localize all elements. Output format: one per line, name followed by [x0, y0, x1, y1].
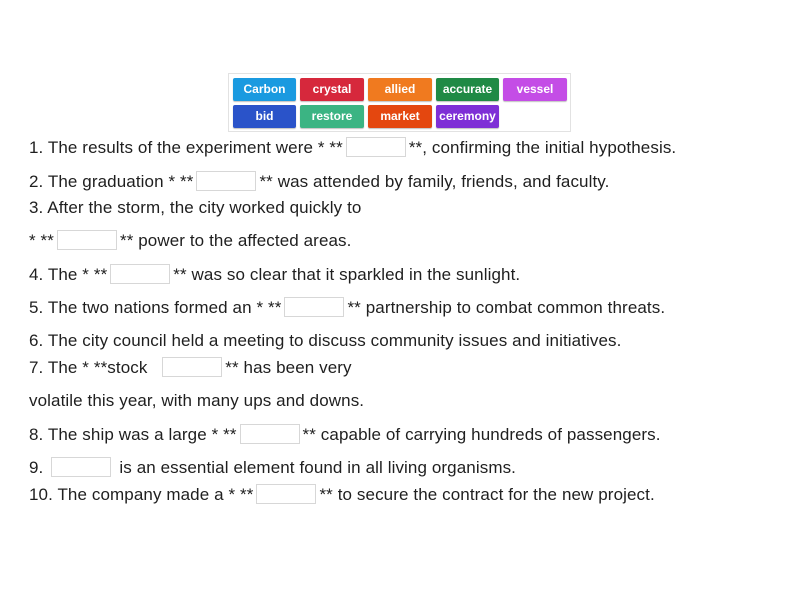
sentence-text: 4. The * **	[29, 265, 108, 284]
sentence-text: ** to secure the contract for the new project.	[319, 485, 655, 504]
sentence-text: ** was so clear that it sparkled in the sunlight.	[173, 265, 521, 284]
word-tile-market[interactable]: market	[368, 105, 432, 128]
answer-blank-1[interactable]	[346, 137, 406, 157]
sentence-8	[29, 424, 661, 446]
sentence-text: 1. The results of the experiment were * **	[29, 138, 343, 157]
sentence-7-line-1	[29, 357, 352, 379]
word-tile-ceremony[interactable]: ceremony	[436, 105, 499, 128]
sentence-text: 9.	[29, 458, 44, 477]
answer-blank-3[interactable]	[57, 230, 117, 250]
sentence-text: ** power to the affected areas.	[119, 231, 352, 250]
word-tile-crystal[interactable]: crystal	[300, 78, 364, 101]
word-tile-carbon[interactable]: Carbon	[233, 78, 296, 101]
sentence-6	[29, 330, 621, 352]
word-tile-bid[interactable]: bid	[233, 105, 296, 128]
sentence-5	[29, 297, 665, 319]
sentence-text: 5. The two nations formed an * **	[29, 298, 282, 317]
answer-blank-8[interactable]	[240, 424, 300, 444]
sentence-4	[29, 264, 520, 286]
answer-blank-2[interactable]	[196, 171, 256, 191]
word-tile-allied[interactable]: allied	[368, 78, 432, 101]
sentence-3-line-1	[29, 197, 361, 219]
word-tile-vessel[interactable]: vessel	[503, 78, 567, 101]
answer-blank-9[interactable]	[51, 457, 111, 477]
sentence-text: * **	[29, 231, 54, 250]
sentence-text: **, confirming the initial hypothesis.	[408, 138, 677, 157]
sentence-text: 10. The company made a * **	[29, 485, 254, 504]
sentence-text: ** has been very	[225, 358, 352, 377]
sentence-3-line-2	[29, 230, 351, 252]
sentence-text: 3. After the storm, the city worked quickly to	[29, 198, 362, 217]
word-tile-accurate[interactable]: accurate	[436, 78, 499, 101]
sentence-text: ** partnership to combat common threats.	[347, 298, 666, 317]
sentence-text: 6. The city council held a meeting to discuss community issues and initiatives.	[29, 331, 622, 350]
sentence-text: 7. The * **stock	[29, 358, 153, 377]
answer-blank-7[interactable]	[162, 357, 222, 377]
word-bank	[228, 73, 571, 132]
sentence-9	[29, 457, 516, 479]
sentence-text: is an essential element found in all living organisms.	[119, 458, 516, 477]
sentence-text: volatile this year, with many ups and downs.	[29, 391, 365, 410]
sentence-10	[29, 484, 655, 506]
sentence-text: ** capable of carrying hundreds of passengers.	[302, 425, 661, 444]
sentence-7-line-2	[29, 390, 364, 412]
sentence-text: 2. The graduation * **	[29, 172, 194, 191]
answer-blank-10[interactable]	[256, 484, 316, 504]
sentence-2	[29, 171, 609, 193]
answer-blank-4[interactable]	[110, 264, 170, 284]
sentence-text: ** was attended by family, friends, and faculty.	[259, 172, 610, 191]
answer-blank-5[interactable]	[284, 297, 344, 317]
sentence-1	[29, 137, 676, 159]
word-tile-restore[interactable]: restore	[300, 105, 364, 128]
sentence-text: 8. The ship was a large * **	[29, 425, 237, 444]
